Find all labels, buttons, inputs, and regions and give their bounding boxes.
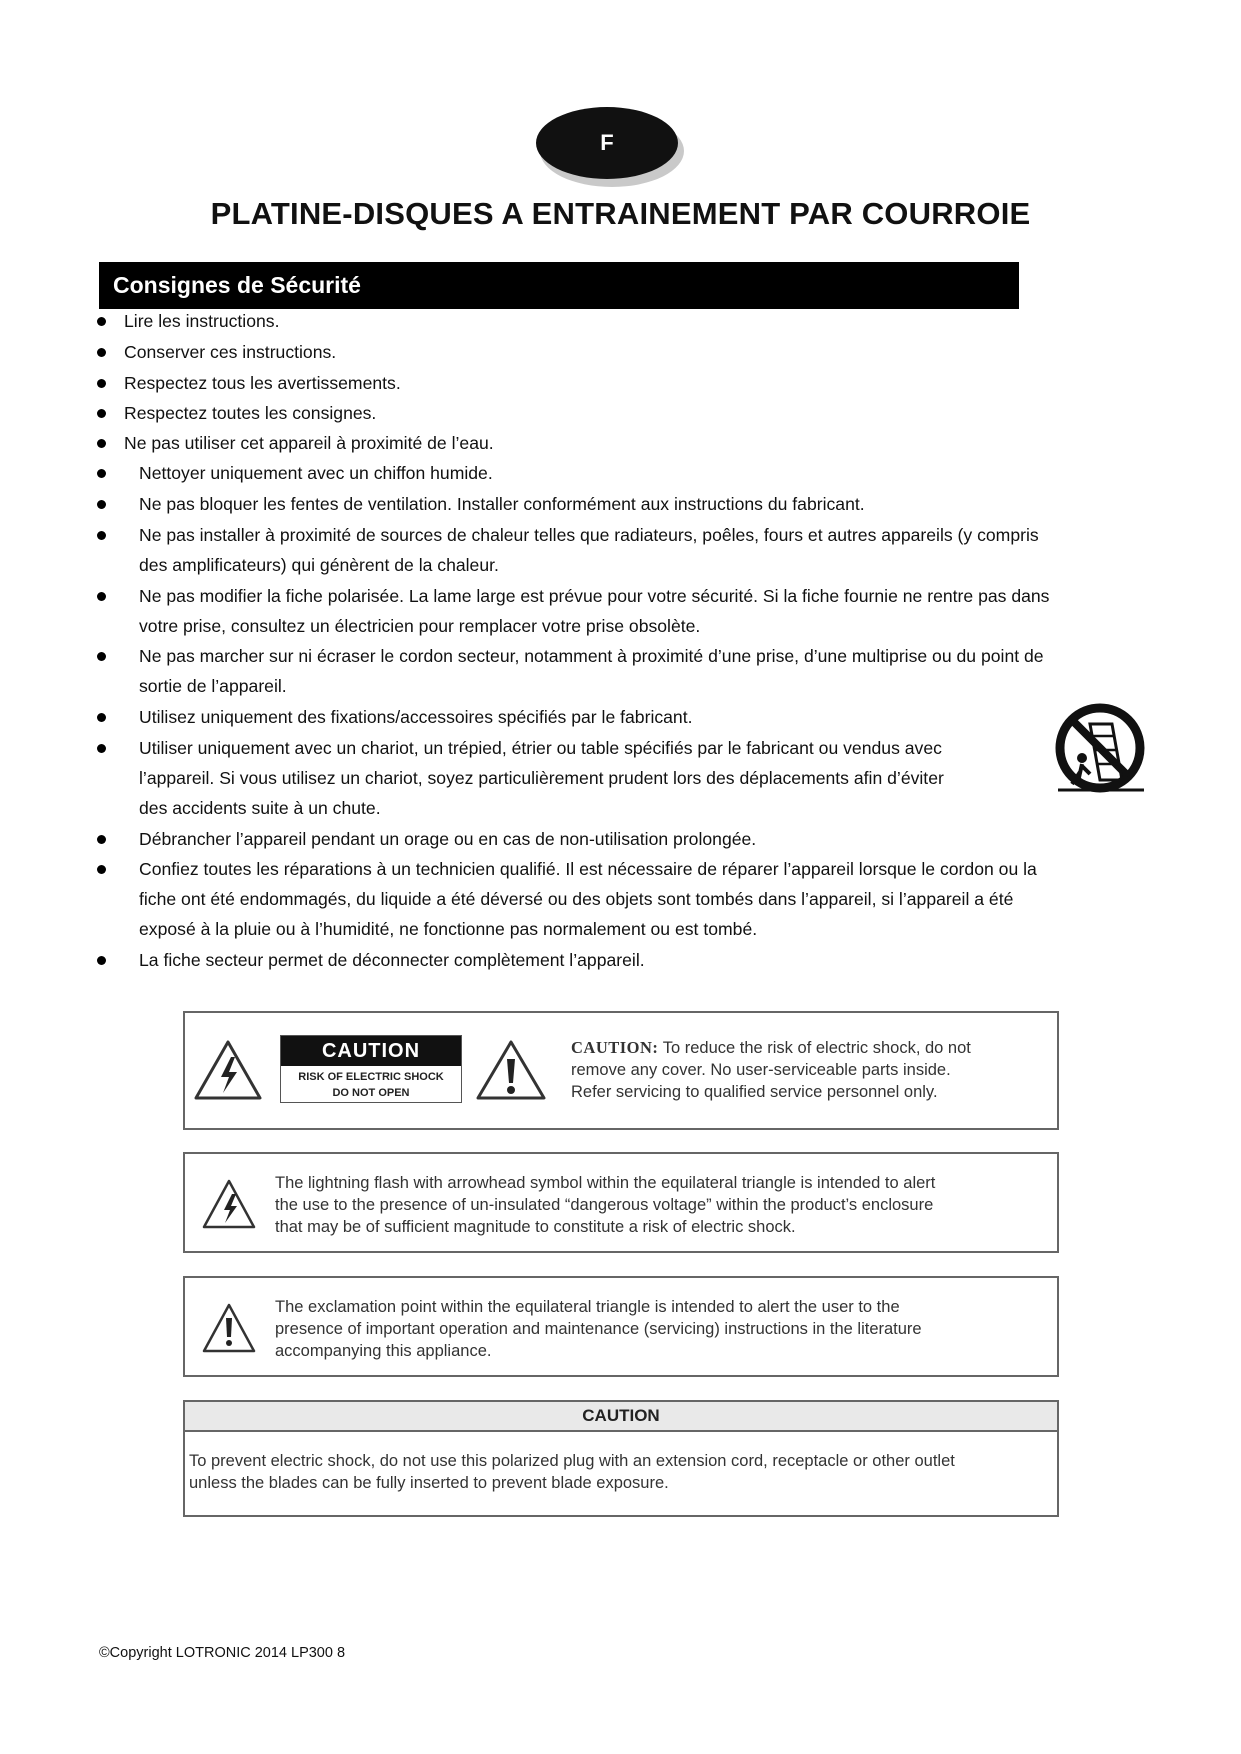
rule-line: l’appareil. Si vous utilisez un chariot, soyez particulièrement prudent lors des déplacements afin d’éviter [139, 768, 944, 788]
bullet-icon [97, 835, 106, 844]
bullet-icon [97, 409, 106, 418]
rule-line: Ne pas marcher sur ni écraser le cordon secteur, notamment à proximité d’une prise, d’une multiprise ou du point de [139, 646, 1044, 666]
language-badge [536, 107, 684, 187]
lightning-line: the use to the presence of un-insulated “dangerous voltage” within the product’s enclosure [275, 1196, 934, 1214]
exclamation-triangle-icon [201, 1302, 257, 1354]
bullet-icon [97, 744, 106, 753]
rule-line: Ne pas bloquer les fentes de ventilation. Installer conformément aux instructions du fabricant. [139, 494, 865, 514]
plug-caution-heading: CAUTION [185, 1402, 1057, 1432]
page-title: PLATINE-DISQUES A ENTRAINEMENT PAR COURROIE [210, 196, 1031, 231]
rule-line: exposé à la pluie ou à l’humidité, ne fonctionne pas normalement ou est tombé. [139, 919, 758, 939]
exclamation-line: The exclamation point within the equilateral triangle is intended to alert the user to the [275, 1298, 900, 1316]
caution-label-title: CAUTION [281, 1036, 461, 1066]
lightning-notice-text [275, 1172, 1041, 1238]
caution-line: To reduce the risk of electric shock, do not [658, 1039, 971, 1057]
plug-caution-line: To prevent electric shock, do not use this polarized plug with an extension cord, receptacle or other outlet [189, 1452, 955, 1470]
bullet-icon [97, 713, 106, 722]
exclamation-notice-text [275, 1296, 1041, 1362]
bullet-icon [97, 317, 106, 326]
rule-line: Utiliser uniquement avec un chariot, un trépied, étrier ou table spécifiés par le fabricant ou vendus avec [139, 738, 942, 758]
rule-line: Débrancher l’appareil pendant un orage ou en cas de non-utilisation prolongée. [139, 829, 757, 849]
bullet-icon [97, 500, 106, 509]
caution-label [280, 1035, 462, 1103]
rule-line: La fiche secteur permet de déconnecter complètement l’appareil. [139, 950, 645, 970]
exclamation-line: presence of important operation and maintenance (servicing) instructions in the literature [275, 1320, 922, 1338]
lightning-line: The lightning flash with arrowhead symbol within the equilateral triangle is intended to alert [275, 1174, 936, 1192]
rule-line: Utilisez uniquement des fixations/accessoires spécifiés par le fabricant. [139, 707, 693, 727]
bullet-icon [97, 379, 106, 388]
rule-line: Respectez tous les avertissements. [124, 373, 401, 393]
plug-caution-box [183, 1400, 1059, 1517]
bullet-icon [97, 348, 106, 357]
caution-label-line: DO NOT OPEN [332, 1087, 410, 1099]
plug-caution-line: unless the blades can be fully inserted to prevent blade exposure. [189, 1474, 669, 1492]
exclamation-triangle-icon [475, 1039, 547, 1101]
rule-line: Ne pas modifier la fiche polarisée. La lame large est prévue pour votre sécurité. Si la fiche fournie ne rentre pas dans [139, 586, 1050, 606]
rule-line: Ne pas utiliser cet appareil à proximité de l’eau. [124, 433, 494, 453]
exclamation-line: accompanying this appliance. [275, 1342, 492, 1360]
bullet-icon [97, 592, 106, 601]
rule-line: Ne pas installer à proximité de sources de chaleur telles que radiateurs, poêles, fours et autres appareils (y compris [139, 525, 1039, 545]
rule-line: fiche ont été endommagés, du liquide a été déversé ou des objets sont tombés dans l’appareil, si l’appareil a été [139, 889, 1014, 909]
section-heading: Consignes de Sécurité [99, 262, 1019, 309]
rule-line: Lire les instructions. [124, 311, 280, 331]
cart-warning-icon [1052, 702, 1148, 798]
rule-line: votre prise, consultez un électricien pour remplacer votre prise obsolète. [139, 616, 701, 636]
lightning-line: that may be of sufficient magnitude to constitute a risk of electric shock. [275, 1218, 796, 1236]
caution-notice-box [183, 1011, 1059, 1130]
rule-line: Confiez toutes les réparations à un technicien qualifié. Il est nécessaire de réparer l’appareil lorsque le cordon ou la [139, 859, 1037, 879]
lightning-notice-box [183, 1152, 1059, 1253]
lightning-triangle-icon [201, 1178, 257, 1230]
caution-line: Refer servicing to qualified service personnel only. [571, 1083, 938, 1101]
bullet-icon [97, 469, 106, 478]
plug-caution-text [189, 1450, 1051, 1494]
bullet-icon [97, 439, 106, 448]
rule-line: Nettoyer uniquement avec un chiffon humide. [139, 463, 493, 483]
badge-letter: F [536, 107, 678, 179]
rule-line: sortie de l’appareil. [139, 676, 287, 696]
caution-line: remove any cover. No user-serviceable parts inside. [571, 1061, 951, 1079]
page-footer: ©Copyright LOTRONIC 2014 LP300 8 [99, 1645, 346, 1661]
lightning-triangle-icon [193, 1039, 263, 1101]
caution-lead: CAUTION: [571, 1038, 659, 1057]
bullet-icon [97, 865, 106, 874]
rule-line: Respectez toutes les consignes. [124, 403, 377, 423]
exclamation-notice-box [183, 1276, 1059, 1377]
rule-line: des amplificateurs) qui génèrent de la chaleur. [139, 555, 499, 575]
rule-line: des accidents suite à un chute. [139, 798, 381, 818]
bullet-icon [97, 652, 106, 661]
caution-notice-text [571, 1037, 1041, 1103]
bullet-icon [97, 956, 106, 965]
rule-line: Conserver ces instructions. [124, 342, 337, 362]
bullet-icon [97, 531, 106, 540]
caution-label-line: RISK OF ELECTRIC SHOCK [298, 1071, 444, 1083]
